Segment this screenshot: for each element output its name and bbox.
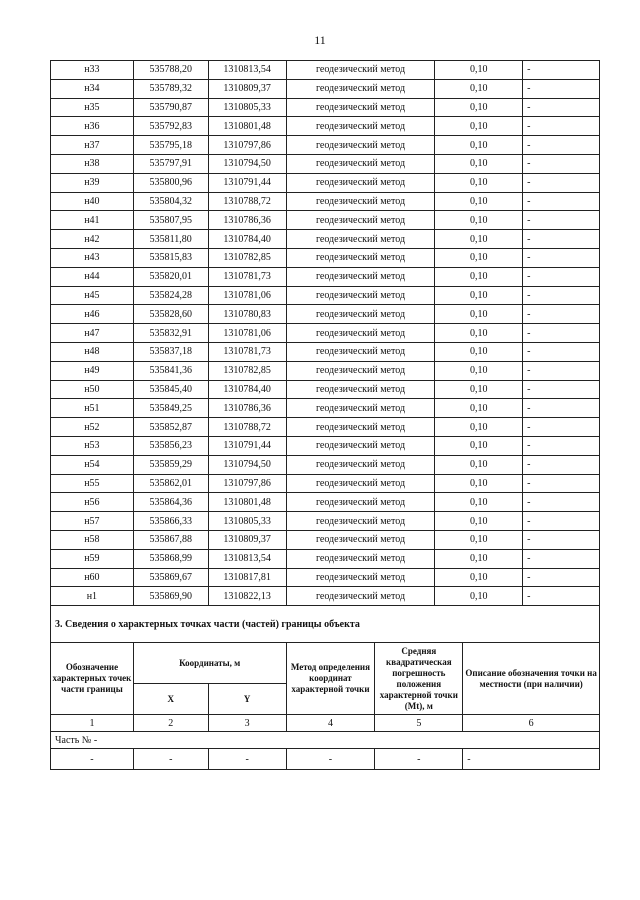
point-name: н47	[51, 324, 134, 343]
coord-x: 535869,90	[133, 587, 208, 606]
header-designation: Обозначение характерных точек части границы	[51, 643, 134, 715]
description-cell: -	[523, 436, 600, 455]
point-name: н45	[51, 286, 134, 305]
description-cell: -	[523, 61, 600, 80]
description-cell: -	[523, 493, 600, 512]
point-name: н34	[51, 79, 134, 98]
method-cell: геодезический метод	[286, 418, 435, 437]
table-row	[51, 98, 600, 117]
table-row	[51, 455, 600, 474]
empty-cell: -	[463, 749, 600, 770]
description-cell: -	[523, 361, 600, 380]
table-row	[51, 512, 600, 531]
description-cell: -	[523, 342, 600, 361]
table-row	[51, 267, 600, 286]
description-cell: -	[523, 399, 600, 418]
point-name: н54	[51, 455, 134, 474]
part-points-table	[50, 605, 600, 770]
point-name: н37	[51, 136, 134, 155]
table-row	[51, 324, 600, 343]
accuracy-cell: 0,10	[435, 324, 523, 343]
table-row	[51, 230, 600, 249]
method-cell: геодезический метод	[286, 286, 435, 305]
header-coords: Координаты, м	[133, 643, 286, 684]
table-row	[51, 305, 600, 324]
coord-y: 1310822,13	[208, 587, 286, 606]
table-row	[51, 549, 600, 568]
table-row	[51, 493, 600, 512]
col-number: 4	[286, 715, 375, 732]
method-cell: геодезический метод	[286, 173, 435, 192]
empty-cell: -	[286, 749, 375, 770]
point-name: н33	[51, 61, 134, 80]
table-row	[51, 173, 600, 192]
accuracy-cell: 0,10	[435, 512, 523, 531]
coord-y: 1310786,36	[208, 211, 286, 230]
coord-x: 535845,40	[133, 380, 208, 399]
description-cell: -	[523, 549, 600, 568]
header-method: Метод определения координат характерной точки	[286, 643, 375, 715]
coord-y: 1310794,50	[208, 154, 286, 173]
table-row	[51, 474, 600, 493]
coord-x: 535837,18	[133, 342, 208, 361]
coord-y: 1310784,40	[208, 230, 286, 249]
accuracy-cell: 0,10	[435, 248, 523, 267]
point-name: н39	[51, 173, 134, 192]
coord-x: 535852,87	[133, 418, 208, 437]
method-cell: геодезический метод	[286, 248, 435, 267]
coord-x: 535815,83	[133, 248, 208, 267]
accuracy-cell: 0,10	[435, 286, 523, 305]
table-row	[51, 418, 600, 437]
point-name: н52	[51, 418, 134, 437]
description-cell: -	[523, 380, 600, 399]
description-cell: -	[523, 587, 600, 606]
accuracy-cell: 0,10	[435, 211, 523, 230]
accuracy-cell: 0,10	[435, 173, 523, 192]
coord-y: 1310801,48	[208, 117, 286, 136]
coord-x: 535790,87	[133, 98, 208, 117]
points-table	[50, 60, 600, 606]
method-cell: геодезический метод	[286, 230, 435, 249]
description-cell: -	[523, 474, 600, 493]
accuracy-cell: 0,10	[435, 136, 523, 155]
coord-x: 535828,60	[133, 305, 208, 324]
point-name: н46	[51, 305, 134, 324]
section-title: 3. Сведения о характерных точках части (частей) границы объекта	[51, 606, 600, 643]
point-name: н41	[51, 211, 134, 230]
method-cell: геодезический метод	[286, 361, 435, 380]
method-cell: геодезический метод	[286, 98, 435, 117]
coord-y: 1310791,44	[208, 436, 286, 455]
coord-y: 1310781,06	[208, 286, 286, 305]
coord-y: 1310809,37	[208, 79, 286, 98]
accuracy-cell: 0,10	[435, 399, 523, 418]
method-cell: геодезический метод	[286, 436, 435, 455]
point-name: н43	[51, 248, 134, 267]
description-cell: -	[523, 568, 600, 587]
table-row	[51, 211, 600, 230]
method-cell: геодезический метод	[286, 587, 435, 606]
method-cell: геодезический метод	[286, 61, 435, 80]
coord-x: 535792,83	[133, 117, 208, 136]
description-cell: -	[523, 324, 600, 343]
point-name: н50	[51, 380, 134, 399]
accuracy-cell: 0,10	[435, 436, 523, 455]
description-cell: -	[523, 230, 600, 249]
table-row	[51, 154, 600, 173]
method-cell: геодезический метод	[286, 549, 435, 568]
method-cell: геодезический метод	[286, 192, 435, 211]
coord-x: 535788,20	[133, 61, 208, 80]
accuracy-cell: 0,10	[435, 568, 523, 587]
method-cell: геодезический метод	[286, 324, 435, 343]
empty-cell: -	[133, 749, 208, 770]
point-name: н49	[51, 361, 134, 380]
col-number: 5	[375, 715, 463, 732]
accuracy-cell: 0,10	[435, 192, 523, 211]
method-cell: геодезический метод	[286, 530, 435, 549]
coord-y: 1310794,50	[208, 455, 286, 474]
point-name: н48	[51, 342, 134, 361]
coord-x: 535832,91	[133, 324, 208, 343]
method-cell: геодезический метод	[286, 568, 435, 587]
empty-cell: -	[51, 749, 134, 770]
table-row	[51, 399, 600, 418]
coord-x: 535856,23	[133, 436, 208, 455]
accuracy-cell: 0,10	[435, 117, 523, 136]
header-y: Y	[208, 684, 286, 715]
header-accuracy: Средняя квадратическая погрешность положения характерной точки (Mt), м	[375, 643, 463, 715]
table-row	[51, 61, 600, 80]
coord-y: 1310781,73	[208, 267, 286, 286]
point-name: н42	[51, 230, 134, 249]
coord-y: 1310786,36	[208, 399, 286, 418]
method-cell: геодезический метод	[286, 474, 435, 493]
description-cell: -	[523, 248, 600, 267]
table-row	[51, 342, 600, 361]
method-cell: геодезический метод	[286, 380, 435, 399]
description-cell: -	[523, 530, 600, 549]
coord-x: 535795,18	[133, 136, 208, 155]
accuracy-cell: 0,10	[435, 267, 523, 286]
coord-x: 535820,01	[133, 267, 208, 286]
accuracy-cell: 0,10	[435, 549, 523, 568]
coord-y: 1310780,83	[208, 305, 286, 324]
accuracy-cell: 0,10	[435, 79, 523, 98]
point-name: н55	[51, 474, 134, 493]
accuracy-cell: 0,10	[435, 455, 523, 474]
accuracy-cell: 0,10	[435, 418, 523, 437]
coord-x: 535824,28	[133, 286, 208, 305]
accuracy-cell: 0,10	[435, 305, 523, 324]
point-name: н44	[51, 267, 134, 286]
coord-y: 1310788,72	[208, 192, 286, 211]
description-cell: -	[523, 192, 600, 211]
coord-y: 1310813,54	[208, 549, 286, 568]
coord-x: 535811,80	[133, 230, 208, 249]
method-cell: геодезический метод	[286, 211, 435, 230]
coord-y: 1310813,54	[208, 61, 286, 80]
method-cell: геодезический метод	[286, 154, 435, 173]
accuracy-cell: 0,10	[435, 98, 523, 117]
description-cell: -	[523, 286, 600, 305]
description-cell: -	[523, 267, 600, 286]
empty-cell: -	[375, 749, 463, 770]
table-row	[51, 568, 600, 587]
col-number: 1	[51, 715, 134, 732]
table-row	[51, 361, 600, 380]
description-cell: -	[523, 211, 600, 230]
point-name: н40	[51, 192, 134, 211]
coord-y: 1310791,44	[208, 173, 286, 192]
accuracy-cell: 0,10	[435, 530, 523, 549]
coord-x: 535797,91	[133, 154, 208, 173]
coord-x: 535849,25	[133, 399, 208, 418]
part-label: Часть № -	[51, 732, 600, 749]
header-description: Описание обозначения точки на местности (при наличии)	[463, 643, 600, 715]
description-cell: -	[523, 154, 600, 173]
table-row	[51, 436, 600, 455]
coord-x: 535869,67	[133, 568, 208, 587]
coord-x: 535841,36	[133, 361, 208, 380]
coord-x: 535859,29	[133, 455, 208, 474]
description-cell: -	[523, 117, 600, 136]
accuracy-cell: 0,10	[435, 154, 523, 173]
table-row	[51, 380, 600, 399]
empty-cell: -	[208, 749, 286, 770]
coord-y: 1310817,81	[208, 568, 286, 587]
coord-x: 535868,99	[133, 549, 208, 568]
accuracy-cell: 0,10	[435, 61, 523, 80]
coord-y: 1310782,85	[208, 361, 286, 380]
method-cell: геодезический метод	[286, 493, 435, 512]
method-cell: геодезический метод	[286, 305, 435, 324]
coord-x: 535807,95	[133, 211, 208, 230]
point-name: н1	[51, 587, 134, 606]
method-cell: геодезический метод	[286, 79, 435, 98]
table-row	[51, 587, 600, 606]
table-row	[51, 117, 600, 136]
description-cell: -	[523, 455, 600, 474]
accuracy-cell: 0,10	[435, 474, 523, 493]
coord-y: 1310805,33	[208, 512, 286, 531]
coord-x: 535866,33	[133, 512, 208, 531]
col-number: 2	[133, 715, 208, 732]
point-name: н59	[51, 549, 134, 568]
method-cell: геодезический метод	[286, 512, 435, 531]
accuracy-cell: 0,10	[435, 230, 523, 249]
description-cell: -	[523, 512, 600, 531]
coord-x: 535864,36	[133, 493, 208, 512]
method-cell: геодезический метод	[286, 136, 435, 155]
header-x: X	[133, 684, 208, 715]
description-cell: -	[523, 173, 600, 192]
description-cell: -	[523, 79, 600, 98]
coord-y: 1310801,48	[208, 493, 286, 512]
coord-x: 535789,32	[133, 79, 208, 98]
col-number: 6	[463, 715, 600, 732]
coord-y: 1310781,06	[208, 324, 286, 343]
method-cell: геодезический метод	[286, 342, 435, 361]
accuracy-cell: 0,10	[435, 587, 523, 606]
coord-y: 1310797,86	[208, 474, 286, 493]
coord-y: 1310788,72	[208, 418, 286, 437]
point-name: н56	[51, 493, 134, 512]
accuracy-cell: 0,10	[435, 380, 523, 399]
accuracy-cell: 0,10	[435, 361, 523, 380]
description-cell: -	[523, 418, 600, 437]
description-cell: -	[523, 305, 600, 324]
method-cell: геодезический метод	[286, 267, 435, 286]
point-name: н57	[51, 512, 134, 531]
point-name: н51	[51, 399, 134, 418]
point-name: н35	[51, 98, 134, 117]
accuracy-cell: 0,10	[435, 493, 523, 512]
table-row	[51, 530, 600, 549]
col-number: 3	[208, 715, 286, 732]
description-cell: -	[523, 98, 600, 117]
accuracy-cell: 0,10	[435, 342, 523, 361]
coord-x: 535862,01	[133, 474, 208, 493]
point-name: н58	[51, 530, 134, 549]
coord-y: 1310782,85	[208, 248, 286, 267]
table-row	[51, 192, 600, 211]
coord-y: 1310809,37	[208, 530, 286, 549]
coord-x: 535867,88	[133, 530, 208, 549]
table-row	[51, 286, 600, 305]
method-cell: геодезический метод	[286, 117, 435, 136]
point-name: н38	[51, 154, 134, 173]
table-row	[51, 136, 600, 155]
description-cell: -	[523, 136, 600, 155]
table-row	[51, 248, 600, 267]
method-cell: геодезический метод	[286, 399, 435, 418]
method-cell: геодезический метод	[286, 455, 435, 474]
page-number: 11	[314, 33, 326, 47]
coord-y: 1310805,33	[208, 98, 286, 117]
point-name: н60	[51, 568, 134, 587]
coord-y: 1310781,73	[208, 342, 286, 361]
table-row	[51, 79, 600, 98]
coord-y: 1310797,86	[208, 136, 286, 155]
coord-y: 1310784,40	[208, 380, 286, 399]
coord-x: 535800,96	[133, 173, 208, 192]
point-name: н53	[51, 436, 134, 455]
point-name: н36	[51, 117, 134, 136]
coord-x: 535804,32	[133, 192, 208, 211]
